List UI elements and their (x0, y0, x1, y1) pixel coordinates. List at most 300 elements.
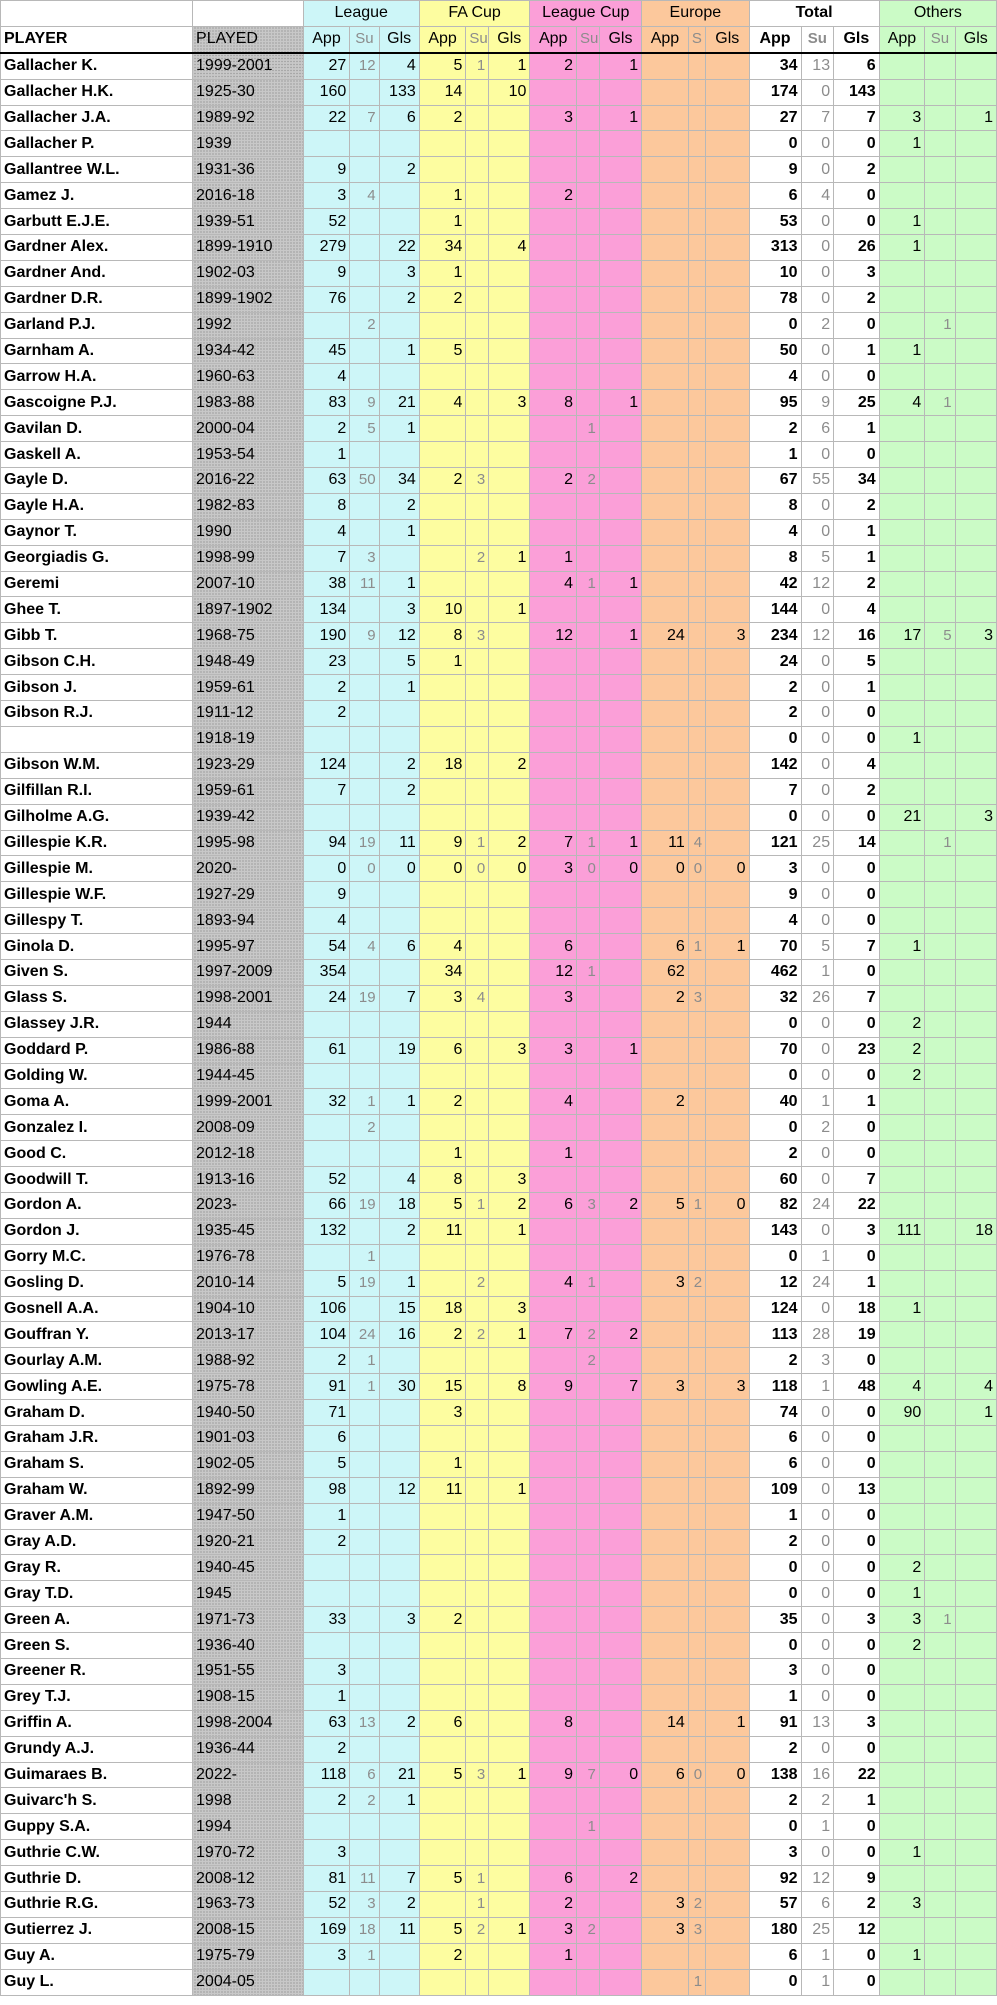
cell-played: 1968-75 (193, 623, 304, 649)
cell-lc-app (530, 701, 577, 727)
cell-others-app: 2 (879, 1633, 925, 1659)
cell-lc-app (530, 312, 577, 338)
cell-played: 1970-72 (193, 1840, 304, 1866)
cell-europe-app (642, 1581, 689, 1607)
cell-lc-sub (577, 286, 600, 312)
cell-fa-sub: 0 (466, 856, 489, 882)
cell-fa-gls: 4 (489, 235, 530, 261)
cell-europe-gls (706, 105, 749, 131)
table-row (1, 390, 997, 416)
cell-lc-gls (599, 959, 641, 985)
cell-fa-gls (489, 1529, 530, 1555)
cell-league-app: 32 (303, 1089, 350, 1115)
cell-others-gls (955, 1063, 996, 1089)
table-row (1, 79, 997, 105)
cell-player: Gayle D. (1, 468, 193, 494)
cell-lc-sub (577, 1296, 600, 1322)
cell-lc-app (530, 338, 577, 364)
cell-total-app: 95 (749, 390, 801, 416)
cell-league-sub (350, 157, 379, 183)
cell-others-sub (925, 105, 955, 131)
table-row (1, 985, 997, 1011)
cell-fa-sub (466, 1607, 489, 1633)
cell-player: Gallacher H.K. (1, 79, 193, 105)
cell-lc-sub (577, 1400, 600, 1426)
cell-total-sub: 9 (801, 390, 834, 416)
cell-others-sub (925, 571, 955, 597)
cell-fa-gls: 1 (489, 53, 530, 79)
cell-others-app (879, 1969, 925, 1995)
cell-europe-gls (706, 1840, 749, 1866)
cell-league-app: 169 (303, 1917, 350, 1943)
table-row (1, 416, 997, 442)
cell-europe-gls (706, 1244, 749, 1270)
cell-league-gls (379, 1659, 419, 1685)
cell-total-sub: 12 (801, 623, 834, 649)
cell-fa-app (419, 1011, 466, 1037)
cell-total-gls: 0 (834, 1840, 880, 1866)
cell-total-gls: 0 (834, 1529, 880, 1555)
cell-total-sub: 3 (801, 1348, 834, 1374)
cell-europe-gls (706, 1296, 749, 1322)
cell-fa-gls (489, 209, 530, 235)
cell-player: Gardner Alex. (1, 235, 193, 261)
cell-played: 1995-98 (193, 830, 304, 856)
cell-others-app (879, 1866, 925, 1892)
cell-europe-app (642, 649, 689, 675)
cell-played: 1963-73 (193, 1892, 304, 1918)
cell-league-sub: 7 (350, 105, 379, 131)
cell-total-sub: 0 (801, 1425, 834, 1451)
cell-lc-gls (599, 209, 641, 235)
cell-fa-app (419, 726, 466, 752)
cell-others-app: 3 (879, 1892, 925, 1918)
cell-fa-sub (466, 1089, 489, 1115)
cell-europe-sub: 3 (688, 985, 705, 1011)
cell-player: Gallacher P. (1, 131, 193, 157)
cell-player: Geremi (1, 571, 193, 597)
cell-total-sub: 0 (801, 286, 834, 312)
cell-europe-gls (706, 1943, 749, 1969)
cell-lc-gls (599, 1477, 641, 1503)
cell-total-sub: 0 (801, 856, 834, 882)
cell-lc-sub (577, 1633, 600, 1659)
cell-fa-gls: 3 (489, 1167, 530, 1193)
cell-total-gls: 0 (834, 856, 880, 882)
cell-europe-app (642, 597, 689, 623)
cell-others-gls (955, 1814, 996, 1840)
cell-fa-gls (489, 338, 530, 364)
cell-league-app: 0 (303, 856, 350, 882)
cell-others-app: 2 (879, 1555, 925, 1581)
cell-others-gls (955, 1710, 996, 1736)
cell-lc-gls (599, 1503, 641, 1529)
cell-fa-app (419, 131, 466, 157)
cell-europe-app (642, 726, 689, 752)
cell-fa-app: 0 (419, 856, 466, 882)
cell-europe-app: 24 (642, 623, 689, 649)
cell-total-app: 2 (749, 675, 801, 701)
cell-league-sub (350, 1296, 379, 1322)
cell-total-gls: 0 (834, 1684, 880, 1710)
cell-league-gls: 2 (379, 1892, 419, 1918)
cell-league-app: 5 (303, 1270, 350, 1296)
cell-others-app (879, 908, 925, 934)
cell-europe-sub (688, 468, 705, 494)
cell-others-sub (925, 1917, 955, 1943)
cell-europe-sub (688, 701, 705, 727)
cell-total-gls: 0 (834, 804, 880, 830)
cell-fa-app: 5 (419, 1762, 466, 1788)
cell-fa-gls (489, 571, 530, 597)
cell-lc-sub: 0 (577, 856, 600, 882)
cell-europe-app (642, 752, 689, 778)
cell-fa-sub (466, 1736, 489, 1762)
cell-lc-app: 2 (530, 53, 577, 79)
header-group-total: Total (749, 1, 879, 27)
cell-league-gls: 1 (379, 1089, 419, 1115)
cell-others-gls (955, 53, 996, 79)
cell-played: 1986-88 (193, 1037, 304, 1063)
cell-others-gls (955, 908, 996, 934)
cell-total-sub: 0 (801, 597, 834, 623)
cell-europe-app (642, 1115, 689, 1141)
cell-league-sub: 13 (350, 1710, 379, 1736)
cell-others-gls (955, 468, 996, 494)
cell-total-gls: 2 (834, 778, 880, 804)
cell-others-sub (925, 260, 955, 286)
cell-europe-gls (706, 209, 749, 235)
cell-europe-app (642, 519, 689, 545)
cell-fa-app: 2 (419, 1943, 466, 1969)
cell-fa-sub: 2 (466, 545, 489, 571)
cell-others-sub (925, 1529, 955, 1555)
cell-lc-app (530, 1736, 577, 1762)
cell-fa-gls (489, 364, 530, 390)
cell-player: Goodwill T. (1, 1167, 193, 1193)
header-league-app: App (303, 26, 350, 52)
cell-total-gls: 3 (834, 1710, 880, 1736)
cell-others-gls (955, 934, 996, 960)
cell-total-sub: 25 (801, 830, 834, 856)
table-row (1, 105, 997, 131)
cell-total-gls: 0 (834, 1736, 880, 1762)
table-row (1, 1374, 997, 1400)
cell-lc-sub (577, 1451, 600, 1477)
cell-fa-gls: 1 (489, 597, 530, 623)
cell-total-gls: 4 (834, 752, 880, 778)
cell-lc-sub (577, 623, 600, 649)
cell-league-gls: 6 (379, 934, 419, 960)
cell-played: 1939 (193, 131, 304, 157)
cell-fa-app: 8 (419, 623, 466, 649)
cell-total-gls: 22 (834, 1192, 880, 1218)
cell-fa-sub: 3 (466, 1762, 489, 1788)
cell-europe-gls (706, 286, 749, 312)
cell-total-app: 3 (749, 856, 801, 882)
cell-fa-app: 5 (419, 338, 466, 364)
cell-total-gls: 0 (834, 908, 880, 934)
header-lc-app: App (530, 26, 577, 52)
cell-total-gls: 1 (834, 675, 880, 701)
cell-total-app: 174 (749, 79, 801, 105)
cell-fa-sub (466, 1969, 489, 1995)
cell-total-sub: 26 (801, 985, 834, 1011)
cell-europe-app (642, 701, 689, 727)
cell-lc-app: 9 (530, 1374, 577, 1400)
cell-lc-sub (577, 649, 600, 675)
cell-player: Gardner And. (1, 260, 193, 286)
cell-league-app: 118 (303, 1762, 350, 1788)
cell-total-app: 1 (749, 442, 801, 468)
cell-league-sub: 1 (350, 1244, 379, 1270)
cell-others-gls: 18 (955, 1218, 996, 1244)
table-row (1, 1736, 997, 1762)
cell-fa-gls: 1 (489, 1218, 530, 1244)
table-row (1, 1477, 997, 1503)
cell-total-app: 313 (749, 235, 801, 261)
cell-played: 1939-42 (193, 804, 304, 830)
cell-others-gls (955, 157, 996, 183)
cell-league-app: 279 (303, 235, 350, 261)
cell-player: Graver A.M. (1, 1503, 193, 1529)
cell-lc-sub (577, 908, 600, 934)
cell-fa-app (419, 442, 466, 468)
cell-europe-app (642, 1503, 689, 1529)
cell-fa-app: 5 (419, 53, 466, 79)
cell-lc-sub (577, 312, 600, 338)
cell-lc-app (530, 1425, 577, 1451)
cell-player: Garland P.J. (1, 312, 193, 338)
cell-others-app (879, 157, 925, 183)
cell-fa-app: 4 (419, 390, 466, 416)
cell-lc-sub (577, 1115, 600, 1141)
cell-fa-gls (489, 442, 530, 468)
cell-player: Gillespy T. (1, 908, 193, 934)
cell-fa-app (419, 157, 466, 183)
cell-europe-gls (706, 157, 749, 183)
cell-played: 1998 (193, 1788, 304, 1814)
cell-others-gls (955, 1581, 996, 1607)
cell-league-gls: 19 (379, 1037, 419, 1063)
cell-lc-sub (577, 1503, 600, 1529)
table-row (1, 1969, 997, 1995)
cell-league-app: 1 (303, 1684, 350, 1710)
cell-europe-sub (688, 1322, 705, 1348)
cell-lc-sub (577, 675, 600, 701)
cell-fa-sub (466, 1503, 489, 1529)
cell-fa-sub (466, 908, 489, 934)
cell-total-gls: 7 (834, 934, 880, 960)
cell-lc-app (530, 1167, 577, 1193)
cell-total-gls: 0 (834, 1503, 880, 1529)
cell-league-app: 9 (303, 882, 350, 908)
cell-played: 2023- (193, 1192, 304, 1218)
cell-others-sub (925, 934, 955, 960)
cell-europe-sub: 0 (688, 856, 705, 882)
cell-lc-sub (577, 493, 600, 519)
cell-fa-gls (489, 623, 530, 649)
header-total-sub: Su (801, 26, 834, 52)
table-row (1, 1529, 997, 1555)
cell-total-gls: 3 (834, 1607, 880, 1633)
cell-total-gls: 26 (834, 235, 880, 261)
cell-league-sub (350, 1659, 379, 1685)
cell-league-gls (379, 312, 419, 338)
cell-league-app (303, 1141, 350, 1167)
cell-league-gls (379, 1684, 419, 1710)
cell-europe-gls (706, 726, 749, 752)
cell-fa-gls: 3 (489, 1037, 530, 1063)
cell-others-app: 90 (879, 1400, 925, 1426)
cell-europe-sub (688, 260, 705, 286)
cell-lc-gls (599, 1736, 641, 1762)
header-europe-gls: Gls (706, 26, 749, 52)
header-group-fa-cup: FA Cup (419, 1, 530, 27)
cell-others-gls (955, 1607, 996, 1633)
table-row (1, 752, 997, 778)
cell-others-app: 1 (879, 1840, 925, 1866)
cell-league-gls: 3 (379, 1607, 419, 1633)
cell-europe-app (642, 1814, 689, 1840)
cell-fa-gls (489, 934, 530, 960)
cell-player: Good C. (1, 1141, 193, 1167)
cell-lc-app (530, 79, 577, 105)
header-europe-app: App (642, 26, 689, 52)
cell-europe-sub (688, 597, 705, 623)
cell-league-sub (350, 701, 379, 727)
cell-league-sub: 11 (350, 1866, 379, 1892)
cell-league-sub: 3 (350, 1892, 379, 1918)
cell-europe-sub (688, 882, 705, 908)
cell-others-gls (955, 649, 996, 675)
cell-player: Gavilan D. (1, 416, 193, 442)
cell-europe-gls (706, 1425, 749, 1451)
cell-fa-gls: 2 (489, 830, 530, 856)
cell-total-gls: 0 (834, 726, 880, 752)
cell-league-app: 9 (303, 260, 350, 286)
cell-total-sub: 13 (801, 53, 834, 79)
cell-europe-app (642, 416, 689, 442)
cell-league-app: 27 (303, 53, 350, 79)
cell-fa-gls (489, 1892, 530, 1918)
cell-lc-sub (577, 1969, 600, 1995)
table-row (1, 1451, 997, 1477)
cell-league-sub (350, 1218, 379, 1244)
cell-others-gls (955, 882, 996, 908)
cell-fa-gls (489, 959, 530, 985)
cell-total-gls: 0 (834, 183, 880, 209)
cell-lc-app: 7 (530, 830, 577, 856)
cell-league-app (303, 1555, 350, 1581)
cell-fa-gls (489, 1581, 530, 1607)
table-row (1, 830, 997, 856)
cell-others-gls (955, 390, 996, 416)
header-others-gls: Gls (955, 26, 996, 52)
cell-europe-app (642, 1633, 689, 1659)
cell-league-app (303, 1633, 350, 1659)
cell-europe-app (642, 1348, 689, 1374)
cell-others-gls: 1 (955, 105, 996, 131)
cell-player: Gouffran Y. (1, 1322, 193, 1348)
cell-league-app: 7 (303, 545, 350, 571)
cell-fa-sub (466, 752, 489, 778)
cell-league-sub (350, 1969, 379, 1995)
cell-player: Gillespie K.R. (1, 830, 193, 856)
cell-league-sub (350, 338, 379, 364)
cell-europe-app: 3 (642, 1374, 689, 1400)
cell-total-app: 91 (749, 1710, 801, 1736)
cell-fa-app: 10 (419, 597, 466, 623)
cell-played: 1998-2004 (193, 1710, 304, 1736)
cell-lc-sub (577, 1011, 600, 1037)
cell-total-sub: 24 (801, 1192, 834, 1218)
cell-europe-app (642, 1218, 689, 1244)
cell-lc-app: 2 (530, 183, 577, 209)
cell-total-gls: 1 (834, 1270, 880, 1296)
cell-europe-sub (688, 338, 705, 364)
cell-others-sub (925, 1451, 955, 1477)
cell-player: Guivarc'h S. (1, 1788, 193, 1814)
cell-league-sub (350, 1167, 379, 1193)
cell-others-sub (925, 79, 955, 105)
cell-lc-app (530, 675, 577, 701)
cell-lc-sub (577, 1659, 600, 1685)
cell-league-gls (379, 1115, 419, 1141)
cell-league-gls (379, 701, 419, 727)
cell-fa-gls (489, 105, 530, 131)
cell-total-app: 92 (749, 1866, 801, 1892)
cell-europe-app (642, 493, 689, 519)
cell-fa-app: 6 (419, 1037, 466, 1063)
cell-others-gls (955, 260, 996, 286)
cell-total-sub: 0 (801, 1451, 834, 1477)
cell-total-sub: 0 (801, 778, 834, 804)
cell-others-sub (925, 882, 955, 908)
cell-league-sub (350, 1633, 379, 1659)
cell-played: 2016-18 (193, 183, 304, 209)
cell-lc-gls (599, 442, 641, 468)
cell-league-app: 61 (303, 1037, 350, 1063)
cell-fa-gls: 1 (489, 1477, 530, 1503)
cell-total-gls: 1 (834, 1788, 880, 1814)
cell-total-gls: 7 (834, 985, 880, 1011)
cell-europe-app (642, 882, 689, 908)
cell-europe-sub (688, 1684, 705, 1710)
cell-total-app: 180 (749, 1917, 801, 1943)
table-row (1, 1167, 997, 1193)
cell-others-gls (955, 1296, 996, 1322)
cell-total-sub: 0 (801, 493, 834, 519)
cell-lc-gls (599, 312, 641, 338)
cell-fa-gls (489, 416, 530, 442)
cell-lc-sub (577, 519, 600, 545)
cell-played: 1983-88 (193, 390, 304, 416)
cell-fa-gls (489, 726, 530, 752)
cell-league-gls (379, 442, 419, 468)
cell-total-gls: 1 (834, 338, 880, 364)
cell-europe-sub (688, 1659, 705, 1685)
cell-total-sub: 2 (801, 1115, 834, 1141)
cell-total-app: 50 (749, 338, 801, 364)
cell-fa-gls (489, 1659, 530, 1685)
cell-europe-gls (706, 545, 749, 571)
cell-europe-gls (706, 1167, 749, 1193)
cell-fa-sub: 1 (466, 1866, 489, 1892)
cell-europe-sub (688, 235, 705, 261)
cell-lc-app: 6 (530, 1192, 577, 1218)
cell-lc-gls: 7 (599, 1374, 641, 1400)
